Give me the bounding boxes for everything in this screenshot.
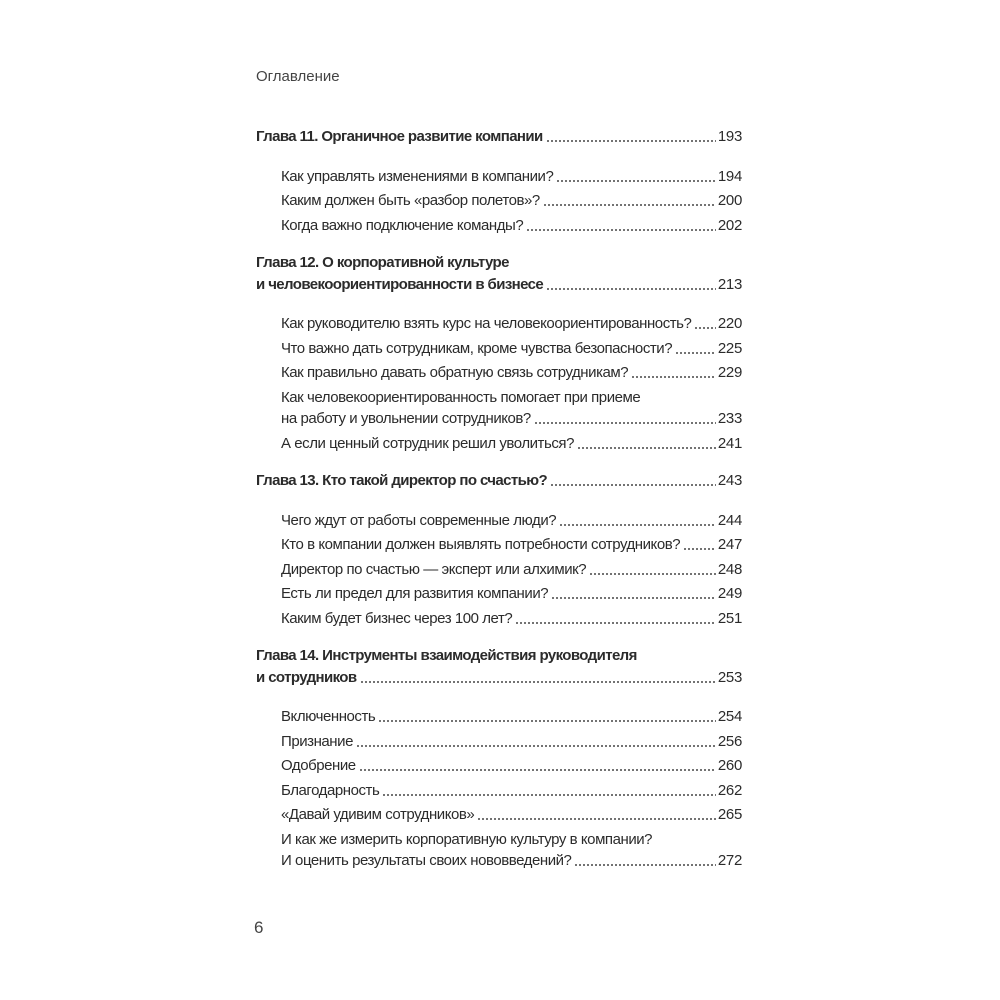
entry-page-number: 243 <box>717 472 742 489</box>
entry-page-number: 194 <box>717 167 742 185</box>
entry-page-number: 260 <box>717 757 742 774</box>
entry-title: Глава 14. Инструменты взаимодействия руководителя <box>256 647 637 664</box>
dot-leader <box>574 864 715 866</box>
entry-title: на работу и увольнении сотрудников? <box>281 410 531 427</box>
entry-title: Когда важно подключение команды? <box>281 216 524 234</box>
entry-title: И как же измерить корпоративную культуру в компании? <box>281 830 653 848</box>
entry-title: Чего ждут от работы современные люди? <box>281 511 557 529</box>
entry-title: Глава 11. Органичное развитие компании <box>256 128 543 145</box>
entry-title: Включенность <box>281 708 376 725</box>
entry-title: Благодарность <box>281 781 380 799</box>
entry-title: Глава 12. О корпоративной культуре <box>256 254 509 271</box>
dot-leader <box>577 447 716 449</box>
section-entry[interactable] <box>281 166 742 186</box>
entry-title: «Давай удивим сотрудников» <box>281 806 475 823</box>
section-entry[interactable] <box>281 559 742 579</box>
entry-page-number: 253 <box>717 668 742 686</box>
entry-page-number: 200 <box>717 192 742 209</box>
section-entry[interactable] <box>281 215 742 235</box>
section-entry[interactable] <box>281 731 742 751</box>
entry-title: Как человекоориентированность помогает при приеме <box>281 388 641 406</box>
entry-page-number: 262 <box>717 781 742 799</box>
entry-title: Глава 13. Кто такой директор по счастью? <box>256 472 548 489</box>
entry-page-number: 229 <box>717 364 742 381</box>
section-entry[interactable] <box>281 338 742 358</box>
section-entry[interactable] <box>281 534 742 554</box>
entry-title: Директор по счастью — эксперт или алхимик? <box>281 560 587 578</box>
entry-page-number: 248 <box>717 560 742 578</box>
section-entry[interactable] <box>281 510 742 530</box>
dot-leader <box>546 288 716 290</box>
dot-leader <box>382 794 716 796</box>
entry-title: Каким будет бизнес через 100 лет? <box>281 609 513 627</box>
entry-page-number: 265 <box>717 806 742 823</box>
entry-page-number: 220 <box>717 315 742 332</box>
dot-leader <box>631 376 716 378</box>
section-entry[interactable] <box>281 706 742 726</box>
dot-leader <box>534 422 716 424</box>
entry-page-number: 249 <box>717 585 742 602</box>
dot-leader <box>526 229 716 231</box>
section-entry[interactable] <box>281 433 742 453</box>
entry-title: Как управлять изменениями в компании? <box>281 167 554 185</box>
entry-title: И оценить результаты своих нововведений? <box>281 852 572 869</box>
entry-page-number: 251 <box>717 609 742 627</box>
chapter-entry[interactable] <box>256 126 742 146</box>
entry-title: Как правильно давать обратную связь сотрудникам? <box>281 364 629 381</box>
dot-leader <box>556 180 715 182</box>
dot-leader <box>551 597 716 599</box>
entry-title: Признание <box>281 732 353 750</box>
entry-title: и сотрудников <box>256 668 357 686</box>
entry-page-number: 247 <box>717 536 742 553</box>
dot-leader <box>477 818 716 820</box>
page-number: 6 <box>254 918 264 937</box>
running-header: Оглавление <box>256 68 340 85</box>
dot-leader <box>360 681 716 683</box>
entry-page-number: 202 <box>717 216 742 234</box>
dot-leader <box>356 745 716 747</box>
section-entry[interactable] <box>281 583 742 603</box>
entry-page-number: 244 <box>717 511 742 529</box>
dot-leader <box>675 352 716 354</box>
dot-leader <box>550 484 716 486</box>
dot-leader <box>559 524 716 526</box>
entry-title: Каким должен быть «разбор полетов»? <box>281 192 540 209</box>
entry-page-number: 241 <box>717 434 742 452</box>
dot-leader <box>543 204 716 206</box>
dot-leader <box>694 327 715 329</box>
chapter-entry[interactable] <box>256 645 742 665</box>
dot-leader <box>683 548 716 550</box>
section-entry[interactable] <box>281 850 742 870</box>
chapter-entry[interactable] <box>256 470 742 490</box>
section-entry[interactable] <box>281 755 742 775</box>
dot-leader <box>515 622 716 624</box>
entry-page-number: 213 <box>717 275 742 293</box>
entry-title: Как руководителю взять курс на человекоориентированность? <box>281 315 692 332</box>
dot-leader <box>378 720 716 722</box>
entry-title: и человекоориентированности в бизнесе <box>256 275 544 293</box>
section-entry[interactable] <box>281 608 742 628</box>
chapter-entry[interactable] <box>256 252 742 272</box>
section-entry[interactable] <box>281 190 742 210</box>
section-entry[interactable] <box>281 387 742 407</box>
entry-title: Кто в компании должен выявлять потребности сотрудников? <box>281 536 681 553</box>
chapter-entry[interactable] <box>256 667 742 687</box>
section-entry[interactable] <box>281 362 742 382</box>
dot-leader <box>359 769 716 771</box>
section-entry[interactable] <box>281 780 742 800</box>
section-entry[interactable] <box>281 408 742 428</box>
section-entry[interactable] <box>281 804 742 824</box>
dot-leader <box>546 140 716 142</box>
section-entry[interactable] <box>281 829 742 849</box>
entry-page-number: 254 <box>717 708 742 725</box>
chapter-entry[interactable] <box>256 274 742 294</box>
entry-page-number: 193 <box>717 128 742 145</box>
section-entry[interactable] <box>281 313 742 333</box>
entry-page-number: 233 <box>717 410 742 427</box>
entry-title: Что важно дать сотрудникам, кроме чувства безопасности? <box>281 339 673 357</box>
entry-title: А если ценный сотрудник решил уволиться? <box>281 434 574 452</box>
entry-page-number: 272 <box>717 852 742 869</box>
entry-page-number: 256 <box>717 732 742 750</box>
entry-title: Есть ли предел для развития компании? <box>281 585 549 602</box>
entry-page-number: 225 <box>717 339 742 357</box>
dot-leader <box>589 573 716 575</box>
entry-title: Одобрение <box>281 757 356 774</box>
